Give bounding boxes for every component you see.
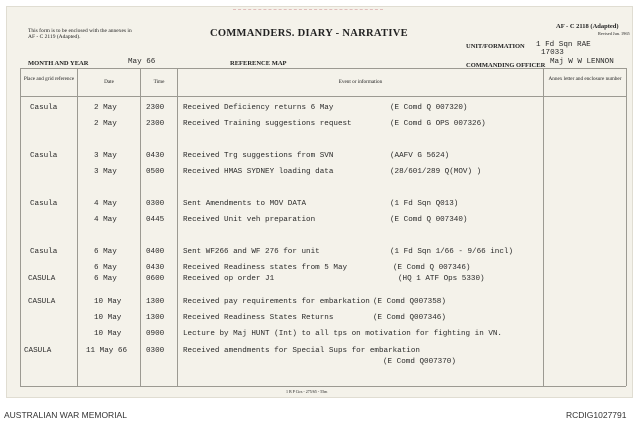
entry-event: Received op order J1: [183, 275, 275, 283]
entry-date: 10 May: [94, 314, 122, 322]
entry-place: Casula: [30, 104, 58, 112]
entry-time: 0445: [146, 216, 165, 224]
entry-reference: (HQ 1 ATF Ops 5330): [398, 275, 485, 283]
entry-time: 0400: [146, 248, 165, 256]
col-header-place: Place and grid reference: [23, 76, 75, 82]
form-code: AF - C 2118 (Adapted): [556, 23, 619, 30]
entry-time: 0600: [146, 275, 165, 283]
unit-value: 1 Fd Sqn RAE: [536, 41, 591, 49]
month-label: MONTH AND YEAR: [28, 60, 89, 67]
unit-label: UNIT/FORMATION: [466, 43, 525, 50]
entry-event: Sent WF266 and WF 276 for unit: [183, 248, 320, 256]
entry-event: Received pay requirements for embarkation: [183, 298, 370, 306]
entry-time: 0300: [146, 347, 165, 355]
table-bottom-border: [20, 386, 626, 387]
table-top-border: [20, 68, 626, 69]
col-divider-date: [140, 68, 141, 386]
entry-time: 1300: [146, 298, 165, 306]
co-value: Maj W W LENNON: [550, 58, 614, 66]
entry-time: 0430: [146, 152, 165, 160]
printer-imprint: 1 B P Ctrs - 275/65 - 55m: [286, 389, 328, 394]
entry-place: CASULA: [28, 275, 56, 283]
entry-place: Casula: [30, 248, 58, 256]
reference-map-label: REFERENCE MAP: [230, 60, 287, 67]
entry-date: 3 May: [94, 152, 117, 160]
unit-number: 17033: [541, 49, 564, 57]
table-left-border: [20, 68, 21, 386]
co-label: COMMANDING OFFICER: [466, 62, 546, 69]
entry-place: Casula: [30, 152, 58, 160]
entry-time: 0500: [146, 168, 165, 176]
entry-date: 11 May 66: [86, 347, 128, 355]
col-divider-event: [543, 68, 544, 386]
entry-date: 4 May: [94, 200, 117, 208]
entry-reference: (E Comd Q 007320): [390, 104, 468, 112]
entry-date: 3 May: [94, 168, 117, 176]
entry-event: Received amendments for Special Sups for embarkation: [183, 347, 420, 355]
entry-date: 2 May: [94, 120, 117, 128]
entry-event: Sent Amendments to MOV DATA: [183, 200, 307, 208]
col-header-annex: Annex letter and enclosure number: [548, 76, 622, 82]
entry-time: 0900: [146, 330, 165, 338]
entry-time: 1300: [146, 314, 165, 322]
entry-event: Received Training suggestions request: [183, 120, 352, 128]
entry-event: Received Deficiency returns 6 May: [183, 104, 334, 112]
col-header-time: Time: [153, 79, 165, 85]
entry-date: 2 May: [94, 104, 117, 112]
entry-reference: (E Comd Q 007340): [390, 216, 468, 224]
entry-date: 10 May: [94, 330, 122, 338]
col-header-date: Date: [104, 79, 114, 85]
entry-reference: (E Comd Q007346): [373, 314, 446, 322]
entry-time: 0430: [146, 264, 165, 272]
table-header-border: [20, 96, 626, 97]
entry-event: Received Unit veh preparation: [183, 216, 316, 224]
page-title: COMMANDERS. DIARY - NARRATIVE: [210, 28, 408, 39]
entry-event: Received HMAS SYDNEY loading data: [183, 168, 334, 176]
entry-reference: (E Comd Q 007346): [393, 264, 471, 272]
entry-reference: (AAFV G 5624): [390, 152, 450, 160]
entry-place: Casula: [30, 200, 58, 208]
red-stamp-mark: [233, 9, 383, 16]
entry-reference: (E Comd Q007370): [383, 358, 456, 366]
entry-event: Received Trg suggestions from SVN: [183, 152, 334, 160]
entry-date: 10 May: [94, 298, 122, 306]
entry-reference: (E Comd Q007358): [373, 298, 446, 306]
entry-reference: (28/601/289 Q(MOV) ): [390, 168, 482, 176]
entry-reference: (E Comd G OPS 007326): [390, 120, 486, 128]
form-note: This form is to be enclosed with the annexes in AF - C 2119 (Adapted).: [28, 28, 132, 40]
entry-date: 6 May: [94, 275, 117, 283]
footer-record-id: RCDIG1027791: [566, 410, 627, 420]
col-header-event: Event or information: [338, 79, 383, 85]
entry-date: 4 May: [94, 216, 117, 224]
entry-event: Received Readiness states from 5 May: [183, 264, 348, 272]
month-value: May 66: [128, 58, 156, 66]
entry-reference: (1 Fd Sqn 1/66 - 9/66 incl): [390, 248, 514, 256]
entry-place: CASULA: [28, 298, 56, 306]
entry-reference: (1 Fd Sqn Q013): [390, 200, 459, 208]
entry-place: CASULA: [24, 347, 52, 355]
entry-event: Lecture by Maj HUNT (Int) to all tps on motivation for fighting in VN.: [183, 330, 502, 338]
entry-date: 6 May: [94, 248, 117, 256]
footer-archive-name: AUSTRALIAN WAR MEMORIAL: [4, 410, 127, 420]
col-divider-time: [177, 68, 178, 386]
entry-time: 2300: [146, 120, 165, 128]
table-right-border: [626, 68, 627, 386]
entry-event: Received Readiness States Returns: [183, 314, 334, 322]
form-revised: Revised Jun. 1965: [598, 31, 630, 36]
col-divider-place: [77, 68, 78, 386]
entry-time: 2300: [146, 104, 165, 112]
entry-date: 6 May: [94, 264, 117, 272]
entry-time: 0300: [146, 200, 165, 208]
